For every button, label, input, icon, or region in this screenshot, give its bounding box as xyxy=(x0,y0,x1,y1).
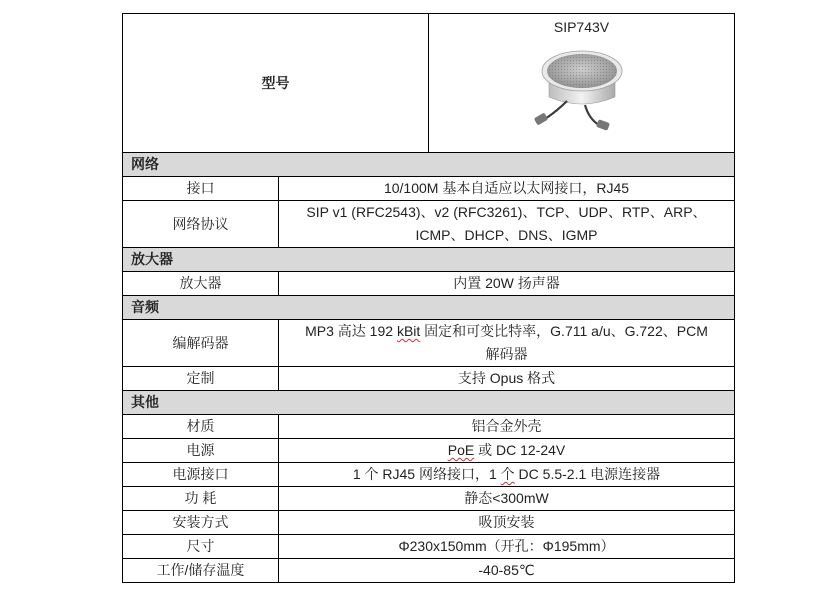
row-value: 1 个 RJ45 网络接口，1 个 DC 5.5-2.1 电源连接器 xyxy=(279,463,735,487)
row-label: 电源接口 xyxy=(123,463,279,487)
table-row xyxy=(123,487,735,511)
table-row xyxy=(123,415,735,439)
table-row xyxy=(123,367,735,391)
section-other xyxy=(123,391,735,415)
row-label: 放大器 xyxy=(123,272,279,296)
table-row xyxy=(123,463,735,487)
section-title: 音频 xyxy=(123,296,735,320)
table-row xyxy=(123,272,735,296)
model-row xyxy=(123,14,735,153)
row-value: 支持 Opus 格式 xyxy=(279,367,735,391)
section-amplifier xyxy=(123,248,735,272)
row-value: -40-85℃ xyxy=(279,559,735,583)
row-value: Φ230x150mm（开孔：Φ195mm） xyxy=(279,535,735,559)
row-label: 材质 xyxy=(123,415,279,439)
row-value: 静态<300mW xyxy=(279,487,735,511)
model-cell xyxy=(429,14,735,153)
table-row xyxy=(123,320,735,367)
table-row xyxy=(123,511,735,535)
section-title: 网络 xyxy=(123,153,735,177)
row-label: 网络协议 xyxy=(123,201,279,248)
section-title: 其他 xyxy=(123,391,735,415)
row-value: PoE 或 DC 12-24V xyxy=(279,439,735,463)
row-value: MP3 高达 192 kBit 固定和可变比特率，G.711 a/u、G.722、PCM 解码器 xyxy=(279,320,735,367)
row-value: SIP v1 (RFC2543)、v2 (RFC3261)、TCP、UDP、RTP、ARP、ICMP、DHCP、DNS、IGMP xyxy=(279,201,735,248)
row-value: 铝合金外壳 xyxy=(279,415,735,439)
section-audio xyxy=(123,296,735,320)
model-label: 型号 xyxy=(123,14,429,153)
section-network xyxy=(123,153,735,177)
ceiling-speaker-icon xyxy=(527,41,637,133)
row-label: 接口 xyxy=(123,177,279,201)
row-value: 10/100M 基本自适应以太网接口，RJ45 xyxy=(279,177,735,201)
row-label: 电源 xyxy=(123,439,279,463)
table-row xyxy=(123,559,735,583)
row-label: 尺寸 xyxy=(123,535,279,559)
row-label: 功 耗 xyxy=(123,487,279,511)
row-value: 吸顶安装 xyxy=(279,511,735,535)
table-row xyxy=(123,439,735,463)
row-label: 工作/储存温度 xyxy=(123,559,279,583)
table-row xyxy=(123,535,735,559)
model-name: SIP743V xyxy=(553,19,610,35)
row-label: 安装方式 xyxy=(123,511,279,535)
row-value: 内置 20W 扬声器 xyxy=(279,272,735,296)
table-row xyxy=(123,201,735,248)
row-label: 定制 xyxy=(123,367,279,391)
table-row xyxy=(123,177,735,201)
row-label: 编解码器 xyxy=(123,320,279,367)
spec-table xyxy=(122,13,735,583)
section-title: 放大器 xyxy=(123,248,735,272)
